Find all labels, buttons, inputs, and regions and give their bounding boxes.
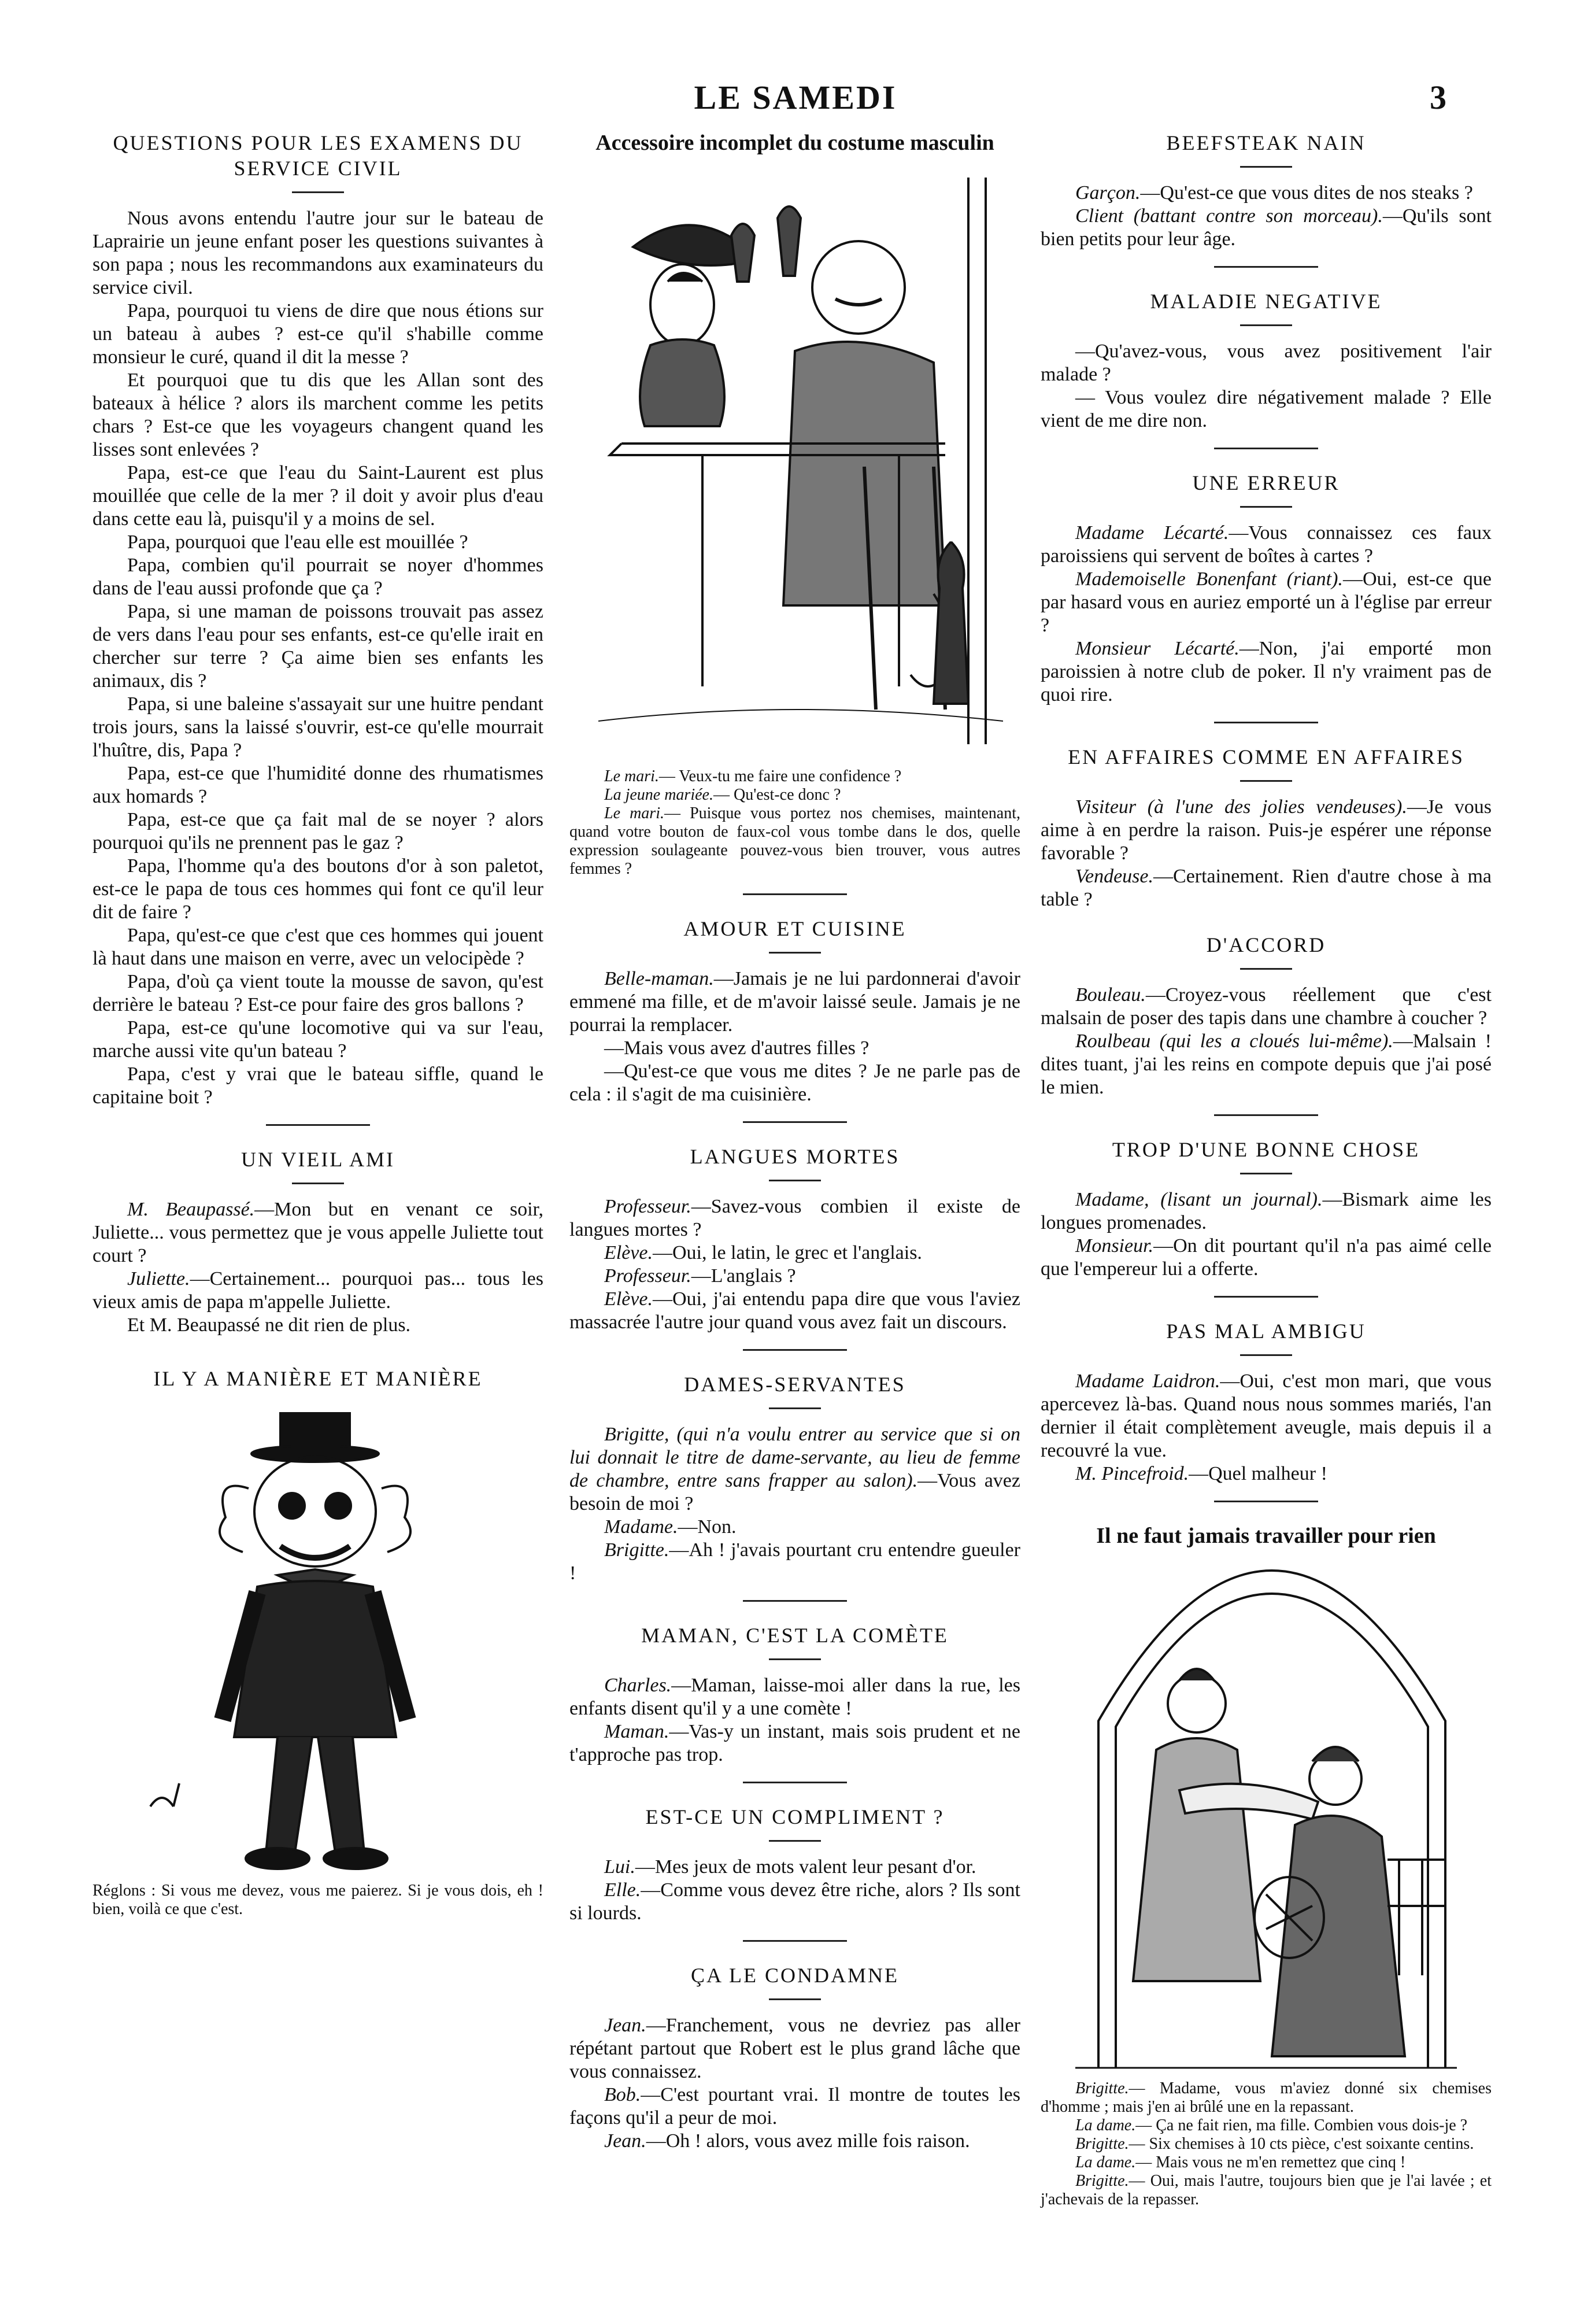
dialogue-line [569, 1879, 1020, 1925]
paragraph: Nous avons entendu l'autre jour sur le bateau de Laprairie un jeune enfant poser les questions suivantes à son papa ; nous les recommandons aux examinateurs du service civil. [92, 208, 543, 298]
speaker: Monsieur Lécarté. [1075, 638, 1240, 659]
speaker: Monsieur. [1075, 1235, 1154, 1257]
section-separator [743, 893, 847, 895]
speaker: Le mari. [604, 804, 664, 822]
dialogue-text: —Franchement, vous ne devriez pas aller répétant partout que Robert est le plus grand lâche que vous connaissez. [569, 2015, 1020, 2082]
dialogue-line [569, 967, 1020, 1037]
dialogue-line [569, 804, 1020, 878]
speaker: Juliette. [127, 1268, 190, 1290]
speaker: Brigitte. [1075, 2079, 1129, 2097]
dialogue-line [1041, 1188, 1492, 1235]
dialogue-text: —Maman, laisse-moi aller dans la rue, les enfants disent qu'il y a une comète ! [569, 1675, 1020, 1719]
article-title: BEEFSTEAK NAIN [1166, 131, 1366, 154]
dialogue-text: —Non, j'ai emporté mon paroissien à notre club de poker. Il n'y vraiment pas de quoi rire. [1041, 638, 1492, 705]
article-beefsteak [1041, 130, 1492, 251]
dialogue-text: —Oui, c'est mon mari, que vous apercevez là-bas. Quand nous nous sommes mariés, l'an dernier il était complètement aveugle, mais depuis il a recouvré la vue. [1041, 1370, 1492, 1461]
dialogue-line [1041, 205, 1492, 251]
article-title: EST-CE UN COMPLIMENT ? [645, 1805, 945, 1828]
title-rule [1240, 166, 1292, 168]
paragraph: Papa, est-ce qu'une locomotive qui va sur l'eau, marche aussi vite qu'un bateau ? [92, 1017, 543, 1062]
article-maladie [1041, 289, 1492, 433]
speaker: Client (battant contre son morceau). [1075, 205, 1383, 227]
speaker: Mademoiselle Bonenfant (riant). [1075, 568, 1343, 590]
dialogue-text: —Croyez-vous réellement que c'est malsain de poser des tapis dans une chambre à coucher ? [1041, 984, 1492, 1029]
article-title: QUESTIONS POUR LES EXAMENS DU SERVICE CIVIL [113, 131, 523, 180]
paragraph: Papa, pourquoi tu viens de dire que nous étions sur un bateau à aubes ? est-ce qu'il s'habille comme monsieur le curé, quand il dit la messe ? [92, 300, 543, 368]
speaker: Elle. [604, 1879, 641, 1901]
speaker: Professeur. [604, 1196, 691, 1217]
speaker: Roulbeau (qui les a cloués lui-même). [1075, 1030, 1393, 1052]
dialogue-text: —Oui, est-ce que par hasard vous en auriez emporté un à l'église par erreur ? [1041, 568, 1492, 636]
article-title: IL Y A MANIÈRE ET MANIÈRE [153, 1367, 483, 1390]
dialogue-line [569, 1060, 1020, 1106]
section-separator [1214, 266, 1318, 268]
speaker: Madame, (lisant un journal). [1075, 1189, 1323, 1210]
article-body [92, 1198, 543, 1337]
dialogue-line [569, 1720, 1020, 1767]
paragraph: Papa, pourquoi que l'eau elle est mouillée ? [127, 531, 468, 553]
dialogue-text: —L'anglais ? [691, 1265, 796, 1287]
dialogue-line [1041, 1235, 1492, 1281]
dialogue-text: —C'est pourtant vrai. Il montre de toutes les façons qu'il a peur de moi. [569, 2084, 1020, 2129]
article-title: UN VIEIL AMI [241, 1148, 395, 1171]
dialogue-text: —Qu'est-ce que vous me dites ? Je ne parle pas de cela : il s'agit de ma cuisinière. [569, 1061, 1020, 1105]
speaker: Elève. [604, 1242, 653, 1263]
article-erreur [1041, 470, 1492, 707]
article-body [92, 207, 543, 1109]
dialogue-text: — Ça ne fait rien, ma fille. Combien vous dois-je ? [1135, 2116, 1468, 2134]
article-title: D'ACCORD [1206, 933, 1326, 956]
dialogue-line [1041, 568, 1492, 637]
dialogue-text: — Vous voulez dire négativement malade ? Elle vient de me dire non. [1041, 387, 1492, 431]
dialogue-line [569, 1423, 1020, 1516]
article-title: UNE ERREUR [1192, 471, 1340, 494]
section-separator [743, 1600, 847, 1602]
paragraph: Papa, qu'est-ce que c'est que ces hommes qui jouent là haut dans une maison en verre, avec un velocipède ? [92, 925, 543, 969]
title-rule [1240, 1354, 1292, 1356]
article-body [569, 967, 1020, 1106]
paragraph: Papa, c'est y vrai que le bateau siffle, quand le capitaine boit ? [92, 1063, 543, 1108]
article-title: LANGUES MORTES [690, 1145, 900, 1168]
section-separator [1214, 448, 1318, 449]
page-number: 3 [1430, 79, 1446, 116]
title-rule [292, 191, 344, 193]
speaker: Jean. [604, 2130, 646, 2152]
speaker: M. Beaupassé. [127, 1199, 255, 1220]
dialogue-line [569, 2014, 1020, 2083]
speaker: Charles. [604, 1675, 672, 1696]
dialogue-text: —Mais vous avez d'autres filles ? [604, 1037, 870, 1059]
dialogue-line [1041, 637, 1492, 707]
dialogue-text: —On dit pourtant qu'il n'a pas aimé celle que l'empereur lui a offerte. [1041, 1235, 1492, 1280]
dialogue-line [1041, 865, 1492, 911]
dialogue-line [1041, 2153, 1492, 2172]
dialogue-text: —Comme vous devez être riche, alors ? Ils sont si lourds. [569, 1879, 1020, 1924]
dialogue-line [1041, 1370, 1492, 1462]
paragraph: Papa, l'homme qu'a des boutons d'or à son paletot, est-ce le papa de tous ces hommes qui font ce qu'il leur dit de faire ? [92, 855, 543, 923]
dialogue-text: — Mais vous ne m'en remettez que cinq ! [1135, 2153, 1406, 2171]
column-center [569, 130, 1020, 2159]
dialogue-text: —Mon but en venant ce soir, Juliette... vous permettez que je vous appelle Juliette tout court ? [92, 1199, 543, 1266]
laundry-illustration [1064, 1559, 1468, 2079]
dialogue-line [92, 1198, 543, 1268]
section-separator [1214, 1114, 1318, 1116]
dialogue-line [1041, 340, 1492, 386]
paragraph: Et pourquoi que tu dis que les Allan sont des bateaux à hélice ? alors ils marchent comme les petits chars ? Est-ce que les voyageurs changent quand les lisses sont enlevées ? [92, 370, 543, 460]
speaker: Brigitte. [1075, 2135, 1129, 2153]
dialogue-line [92, 1314, 543, 1337]
dialogue-line [569, 2130, 1020, 2153]
article-body [569, 1674, 1020, 1767]
speaker: Bouleau. [1075, 984, 1146, 1006]
dialogue-text: —Vous connaissez ces faux paroissiens qui servent de boîtes à cartes ? [1041, 522, 1492, 567]
dialogue-text: —Savez-vous combien il existe de langues mortes ? [569, 1196, 1020, 1240]
speaker: Vendeuse. [1075, 866, 1154, 887]
article-affaires [1041, 744, 1492, 911]
paragraph: Papa, est-ce que l'humidité donne des rhumatismes aux homards ? [92, 763, 543, 807]
article-body [569, 2014, 1020, 2153]
speaker: Jean. [604, 2015, 646, 2036]
illustration-caption: Réglons : Si vous me devez, vous me paierez. Si je vous dois, eh ! bien, voilà ce que c'est. [92, 1882, 543, 1918]
article-body [1041, 182, 1492, 251]
dialogue-text: —Ah ! j'avais pourtant cru entendre gueuler ! [569, 1539, 1020, 1584]
article-dames [569, 1372, 1020, 1585]
dialogue-text: —Certainement... pourquoi pas... tous les vieux amis de papa m'appelle Juliette. [92, 1268, 543, 1313]
dialogue-text: — Six chemises à 10 cts pièce, c'est soixante centins. [1128, 2135, 1474, 2153]
section-separator [743, 1782, 847, 1783]
dialogue-line [569, 767, 1020, 786]
dialogue-text: —Qu'ils sont bien petits pour leur âge. [1041, 205, 1492, 250]
paragraph: Papa, si une maman de poissons trouvait pas assez de vers dans l'eau pour ses enfants, est-ce qu'elle irait en chercher sur terre ? Ça aime bien ses enfants les animaux, dis ? [92, 601, 543, 692]
speaker: Madame Lécarté. [1075, 522, 1229, 544]
dialogue-line [569, 1674, 1020, 1720]
title-rule [1240, 1173, 1292, 1174]
dialogue-line [92, 1268, 543, 1314]
title-rule [769, 1180, 821, 1181]
article-body [1041, 522, 1492, 707]
article-body [1041, 984, 1492, 1099]
dialogue-line [1041, 386, 1492, 433]
dialogue-line [1041, 2079, 1492, 2116]
article-title: ÇA LE CONDAMNE [690, 1964, 899, 1987]
title-rule [292, 1183, 344, 1184]
speaker: Madame Laidron. [1075, 1370, 1220, 1392]
dialogue-text: —Qu'avez-vous, vous avez positivement l'air malade ? [1041, 341, 1492, 385]
article-body [569, 1195, 1020, 1334]
article-body [1041, 796, 1492, 911]
section-separator [743, 1121, 847, 1123]
dialogue-text: — Veux-tu me faire une confidence ? [658, 767, 902, 785]
dialogue-line [1041, 984, 1492, 1030]
article-ambigu [1041, 1318, 1492, 1486]
illustration-title: Accessoire incomplet du costume masculin [595, 131, 994, 155]
speaker: Lui. [604, 1856, 635, 1878]
dialogue-line [1041, 182, 1492, 205]
dialogue-line [1041, 2172, 1492, 2209]
article-body [1041, 340, 1492, 433]
article-questions [92, 130, 543, 1109]
dialogue-text: —Quel malheur ! [1189, 1463, 1327, 1484]
speaker: La jeune mariée. [604, 786, 713, 804]
dialogue-line [569, 786, 1020, 804]
speaker: Maman. [604, 1721, 669, 1742]
dialogue-line [1041, 796, 1492, 865]
dialogue-line [1041, 522, 1492, 568]
speaker: Brigitte. [1075, 2172, 1129, 2190]
speaker: Brigitte. [604, 1539, 669, 1561]
speaker: Belle-maman. [604, 968, 714, 989]
title-rule [1240, 324, 1292, 326]
section-separator [266, 1124, 370, 1126]
paragraph: Papa, combien qu'il pourrait se noyer d'hommes dans de l'eau aussi profonde que ça ? [92, 555, 543, 599]
section-separator [743, 1940, 847, 1942]
speaker: Visiteur (à l'une des jolies vendeuses). [1075, 796, 1407, 818]
article-title: PAS MAL AMBIGU [1166, 1320, 1366, 1343]
title-rule [769, 1407, 821, 1409]
dialogue-text: —Oh ! alors, vous avez mille fois raison. [646, 2130, 970, 2152]
dialogue-text: —Je vous aime à en perdre la raison. Puis-je espérer une réponse favorable ? [1041, 796, 1492, 864]
dialogue-text: —Qu'est-ce que vous dites de nos steaks ? [1140, 182, 1473, 204]
paragraph: Papa, est-ce que ça fait mal de se noyer ? alors pourquoi qu'ils ne prennent pas le gaz ? [92, 809, 543, 854]
dialogue-text: —Malsain ! dites tuant, j'ai les reins en compote depuis que j'ai posé le mien. [1041, 1030, 1492, 1098]
caricature-illustration [133, 1402, 503, 1882]
illustration-caption [569, 767, 1020, 878]
article-body [569, 1423, 1020, 1585]
speaker: Elève. [604, 1288, 653, 1310]
illustration-title: Il ne faut jamais travailler pour rien [1096, 1524, 1436, 1548]
article-title: MALADIE NEGATIVE [1150, 290, 1382, 313]
speaker: La dame. [1075, 2153, 1136, 2171]
speaker: La dame. [1075, 2116, 1136, 2134]
dialogue-text: —Vas-y un instant, mais sois prudent et ne t'approche pas trop. [569, 1721, 1020, 1765]
dialogue-line [569, 1856, 1020, 1879]
dialogue-line [569, 1265, 1020, 1288]
dialogue-text: —Oui, j'ai entendu papa dire que vous l'aviez massacrée l'autre jour quand vous avez fait un discours. [569, 1288, 1020, 1333]
article-title: MAMAN, C'EST LA COMÈTE [641, 1624, 949, 1647]
illustration-accessoire [569, 130, 1020, 878]
dialogue-text: —Mes jeux de mots valent leur pesant d'or. [635, 1856, 976, 1878]
column-right [1041, 130, 1492, 2215]
dialogue-line [1041, 1462, 1492, 1486]
dialogue-line [1041, 2135, 1492, 2153]
paragraph: Papa, si une baleine s'assayait sur une huitre pendant trois jours, sans la laissé s'ouvrir, est-ce qu'elle mourrait l'huître, dis, Papa ? [92, 693, 543, 761]
speaker: Bob. [604, 2084, 641, 2105]
dialogue-line [569, 1037, 1020, 1060]
title-rule [1240, 506, 1292, 508]
dialogue-line [569, 1539, 1020, 1585]
title-rule [1240, 780, 1292, 782]
speaker: Madame. [604, 1516, 678, 1538]
dialogue-text: —Non. [678, 1516, 737, 1538]
title-rule [769, 1998, 821, 2000]
paragraph: Papa, est-ce que l'eau du Saint-Laurent est plus mouillée que celle de la mer ? il doit y avoir plus d'eau dans cette eau là, puisqu'il y a moins de sel. [92, 462, 543, 530]
article-bonne-chose [1041, 1137, 1492, 1281]
dialogue-text: —Bismark aime les longues promenades. [1041, 1189, 1492, 1233]
dialogue-text: Et M. Beaupassé ne dit rien de plus. [127, 1314, 411, 1336]
dialogue-line [569, 1288, 1020, 1334]
couple-table-illustration [587, 166, 1003, 767]
dialogue-text: —Certainement. Rien d'autre chose à ma table ? [1041, 866, 1492, 910]
dialogue-line [1041, 2116, 1492, 2135]
article-title: EN AFFAIRES COMME EN AFFAIRES [1068, 745, 1464, 768]
newspaper-title: LE SAMEDI [694, 79, 897, 116]
section-separator [1214, 722, 1318, 723]
speaker: M. Pincefroid. [1075, 1463, 1189, 1484]
article-comete [569, 1623, 1020, 1767]
masthead [0, 55, 1591, 119]
article-amour [569, 916, 1020, 1106]
dialogue-text: —Jamais je ne lui pardonnerai d'avoir emmené ma fille, et de m'avoir laissé seule. Jamais je ne pourrai la remplacer. [569, 968, 1020, 1036]
illustration-caption [1041, 2079, 1492, 2209]
dialogue-text: — Puisque vous portez nos chemises, maintenant, quand votre bouton de faux-col vous tombe dans le dos, quelle expression soulageante pouvez-vous bien trouver, vous autres femmes ? [569, 804, 1020, 878]
article-title: TROP D'UNE BONNE CHOSE [1112, 1138, 1420, 1161]
dialogue-line [569, 2083, 1020, 2130]
speaker: Professeur. [604, 1265, 691, 1287]
article-condamne [569, 1963, 1020, 2153]
speaker: Le mari. [604, 767, 659, 785]
title-rule [769, 1658, 821, 1660]
dialogue-line [1041, 1030, 1492, 1099]
article-body [1041, 1370, 1492, 1486]
speaker: Garçon. [1075, 182, 1141, 204]
article-body [1041, 1188, 1492, 1281]
section-separator [1214, 1296, 1318, 1298]
dialogue-text: — Madame, vous m'aviez donné six chemises d'homme ; mais j'en ai brûlé une en la repassant. [1041, 2079, 1492, 2116]
dialogue-line [569, 1195, 1020, 1242]
dialogue-text: — Qu'est-ce donc ? [713, 786, 841, 804]
article-vieil-ami [92, 1147, 543, 1337]
speaker: Brigitte, (qui n'a voulu entrer au service que si on lui donnait le titre de dame-servante, au lieu de femme de chambre, entre sans frapper au salon). [569, 1424, 1020, 1491]
section-separator [1214, 1501, 1318, 1502]
article-compliment [569, 1804, 1020, 1925]
article-langues [569, 1144, 1020, 1334]
article-title: DAMES-SERVANTES [684, 1373, 906, 1396]
section-separator [743, 1349, 847, 1351]
dialogue-line [569, 1242, 1020, 1265]
dialogue-text: —Oui, le latin, le grec et l'anglais. [653, 1242, 922, 1263]
article-body [569, 1856, 1020, 1925]
article-travailler [1041, 1523, 1492, 2209]
title-rule [769, 952, 821, 954]
dialogue-line [569, 1516, 1020, 1539]
title-rule [1240, 968, 1292, 970]
column-left [92, 130, 543, 1924]
dialogue-text: — Oui, mais l'autre, toujours bien que je l'ai lavée ; et j'achevais de la repasser. [1041, 2172, 1492, 2208]
paragraph: Papa, d'où ça vient toute la mousse de savon, qu'est derrière le bateau ? Est-ce pour faire des gros ballons ? [92, 971, 543, 1015]
dialogue-text: —Vous avez besoin de moi ? [569, 1470, 1020, 1514]
title-rule [769, 1840, 821, 1842]
article-accord [1041, 932, 1492, 1099]
article-title: AMOUR ET CUISINE [683, 917, 906, 940]
article-maniere [92, 1366, 543, 1919]
